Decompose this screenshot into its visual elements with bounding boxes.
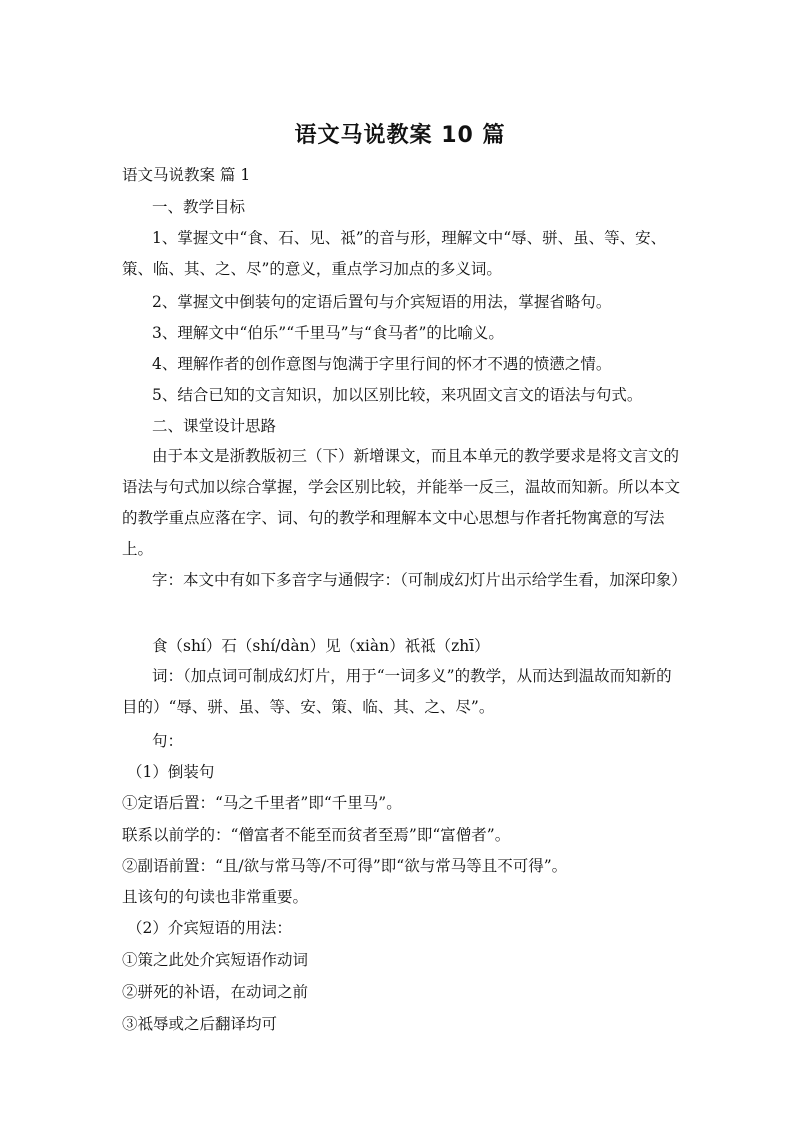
paragraph-goal-2: 2、掌握文中倒装句的定语后置句与介宾短语的用法，掌握省略句。 <box>152 293 612 311</box>
section-heading-goals: 一、教学目标 <box>152 198 246 216</box>
section-heading-design: 二、课堂设计思路 <box>152 417 277 435</box>
paragraph-goal-3: 3、理解文中“伯乐”“千里马”与“食马者”的比喻义。 <box>152 324 504 342</box>
paragraph-prepositional: （2）介宾短语的用法： <box>127 919 292 937</box>
paragraph-goal-5: 5、结合已知的文言知识，加以区别比较，来巩固文言文的语法与句式。 <box>152 386 643 404</box>
paragraph-inversion-2: ②副语前置：“且/欲与常马等/不可得”即“欲与常马等且不可得”。 <box>122 857 568 875</box>
paragraph-pronunciation: 食（shí）石（shí/dàn）见（xiàn）祇祗（zhī） <box>152 637 490 655</box>
paragraph-sentences: 句： <box>152 732 184 750</box>
paragraph-goal-1: 1、掌握文中“食、石、见、祗”的音与形，理解文中“辱、骈、虽、等、安、策、临、其、之、尽”的意义，重点学习加点的多义词。 <box>122 229 667 278</box>
paragraph-goal-4: 4、理解作者的创作意图与饱满于字里行间的怀才不遇的愤懑之情。 <box>152 355 612 373</box>
paragraph-prepositional-1: ①策之此处介宾短语作动词 <box>122 951 309 969</box>
page-title: 语文马说教案 10 篇 <box>294 123 506 148</box>
paragraph-inversion: （1）倒装句 <box>127 763 215 781</box>
subtitle: 语文马说教案 篇 1 <box>122 166 251 184</box>
paragraph-inversion-1: ①定语后置：“马之千里者”即“千里马”。 <box>122 794 402 812</box>
paragraph-inversion-link: 联系以前学的：“僧富者不能至而贫者至焉”即“富僧者”。 <box>122 826 511 844</box>
paragraph-characters: 字：本文中有如下多音字与通假字：（可制成幻灯片出示给学生看，加深印象） <box>152 571 687 589</box>
paragraph-inversion-note: 且该句的句读也非常重要。 <box>122 888 309 906</box>
paragraph-design: 由于本文是浙教版初三（下）新增课文，而且本单元的教学要求是将文言文的语法与句式加以综合掌握，学会区别比较，并能举一反三，温故而知新。所以本文的教学重点应落在字、词、句的教学和理解本文中心思想与作者托物寓意的写法上。 <box>122 447 681 558</box>
paragraph-prepositional-3: ③祗辱或之后翻译均可 <box>122 1015 278 1033</box>
paragraph-words: 词：（加点词可制成幻灯片，用于“一词多义”的教学，从而达到温故而知新的目的）“辱、骈、虽、等、安、策、临、其、之、尽”。 <box>122 667 672 716</box>
paragraph-prepositional-2: ②骈死的补语，在动词之前 <box>122 983 309 1001</box>
